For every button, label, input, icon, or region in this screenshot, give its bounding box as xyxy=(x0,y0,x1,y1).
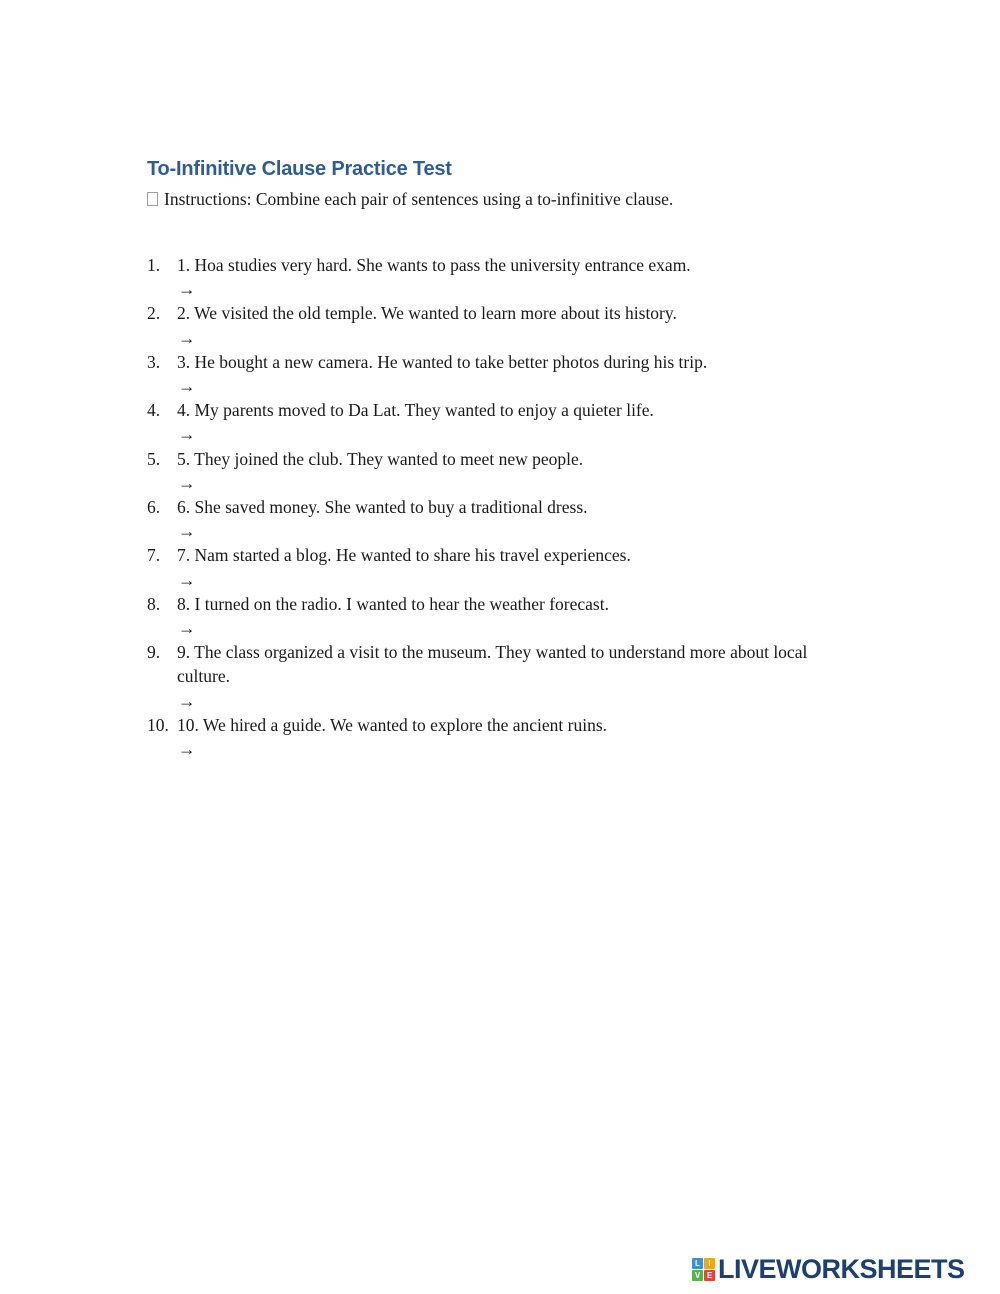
answer-arrow: → xyxy=(178,472,196,493)
question-item xyxy=(147,543,847,591)
answer-arrow: → xyxy=(178,569,196,590)
question-text: 2. We visited the old temple. We wanted to learn more about its history. xyxy=(177,303,677,324)
question-item xyxy=(147,592,847,640)
question-text: 7. Nam started a blog. He wanted to share his travel experiences. xyxy=(177,545,631,566)
checkbox-placeholder-icon xyxy=(147,192,158,206)
question-number: 7. xyxy=(147,545,161,566)
question-text: 9. The class organized a visit to the museum. They wanted to understand more about local culture. xyxy=(177,642,808,687)
question-text: 1. Hoa studies very hard. She wants to pass the university entrance exam. xyxy=(177,255,691,275)
logo-text: LIVEWORKSHEETS xyxy=(718,1254,965,1284)
question-number: 8. xyxy=(147,593,161,614)
instructions-text: Instructions: Combine each pair of sentences using a to-infinitive clause. xyxy=(164,189,674,209)
question-text: 6. She saved money. She wanted to buy a traditional dress. xyxy=(177,497,588,518)
question-text: 10. We hired a guide. We wanted to explore the ancient ruins. xyxy=(177,714,608,735)
question-list xyxy=(147,253,847,761)
question-item xyxy=(147,253,847,301)
question-text: 8. I turned on the radio. I wanted to hear the weather forecast. xyxy=(177,593,609,614)
answer-arrow: → xyxy=(178,521,196,542)
question-number: 6. xyxy=(147,497,161,518)
liveworksheets-logo[interactable] xyxy=(692,1254,965,1284)
logo-letter: I xyxy=(704,1258,715,1269)
question-item xyxy=(147,350,847,398)
question-text: 3. He bought a new camera. He wanted to take better photos during his trip. xyxy=(177,351,708,372)
question-item xyxy=(147,495,847,543)
logo-letter: V xyxy=(692,1270,703,1281)
instructions xyxy=(147,189,673,210)
question-number: 1. xyxy=(147,255,161,275)
answer-arrow: → xyxy=(178,327,196,348)
question-item xyxy=(147,640,847,713)
question-item xyxy=(147,301,847,349)
answer-arrow: → xyxy=(178,739,196,760)
answer-arrow: → xyxy=(178,690,196,711)
logo-letter: L xyxy=(692,1258,703,1269)
logo-letter: E xyxy=(704,1270,715,1281)
question-item xyxy=(147,398,847,446)
question-number: 2. xyxy=(147,303,161,324)
question-number: 4. xyxy=(147,400,161,421)
question-item xyxy=(147,713,847,761)
question-text: 4. My parents moved to Da Lat. They wanted to enjoy a quieter life. xyxy=(177,400,654,421)
answer-arrow: → xyxy=(178,376,196,397)
page-title: To-Infinitive Clause Practice Test xyxy=(147,158,452,180)
question-number: 9. xyxy=(147,642,161,663)
answer-arrow: → xyxy=(178,618,196,639)
question-number: 10. xyxy=(147,714,169,735)
answer-arrow: → xyxy=(178,424,196,445)
question-text: 5. They joined the club. They wanted to meet new people. xyxy=(177,448,584,469)
logo-mark-icon xyxy=(692,1258,715,1281)
question-item xyxy=(147,447,847,495)
question-number: 3. xyxy=(147,351,161,372)
answer-arrow: → xyxy=(178,279,196,300)
question-number: 5. xyxy=(147,448,161,469)
